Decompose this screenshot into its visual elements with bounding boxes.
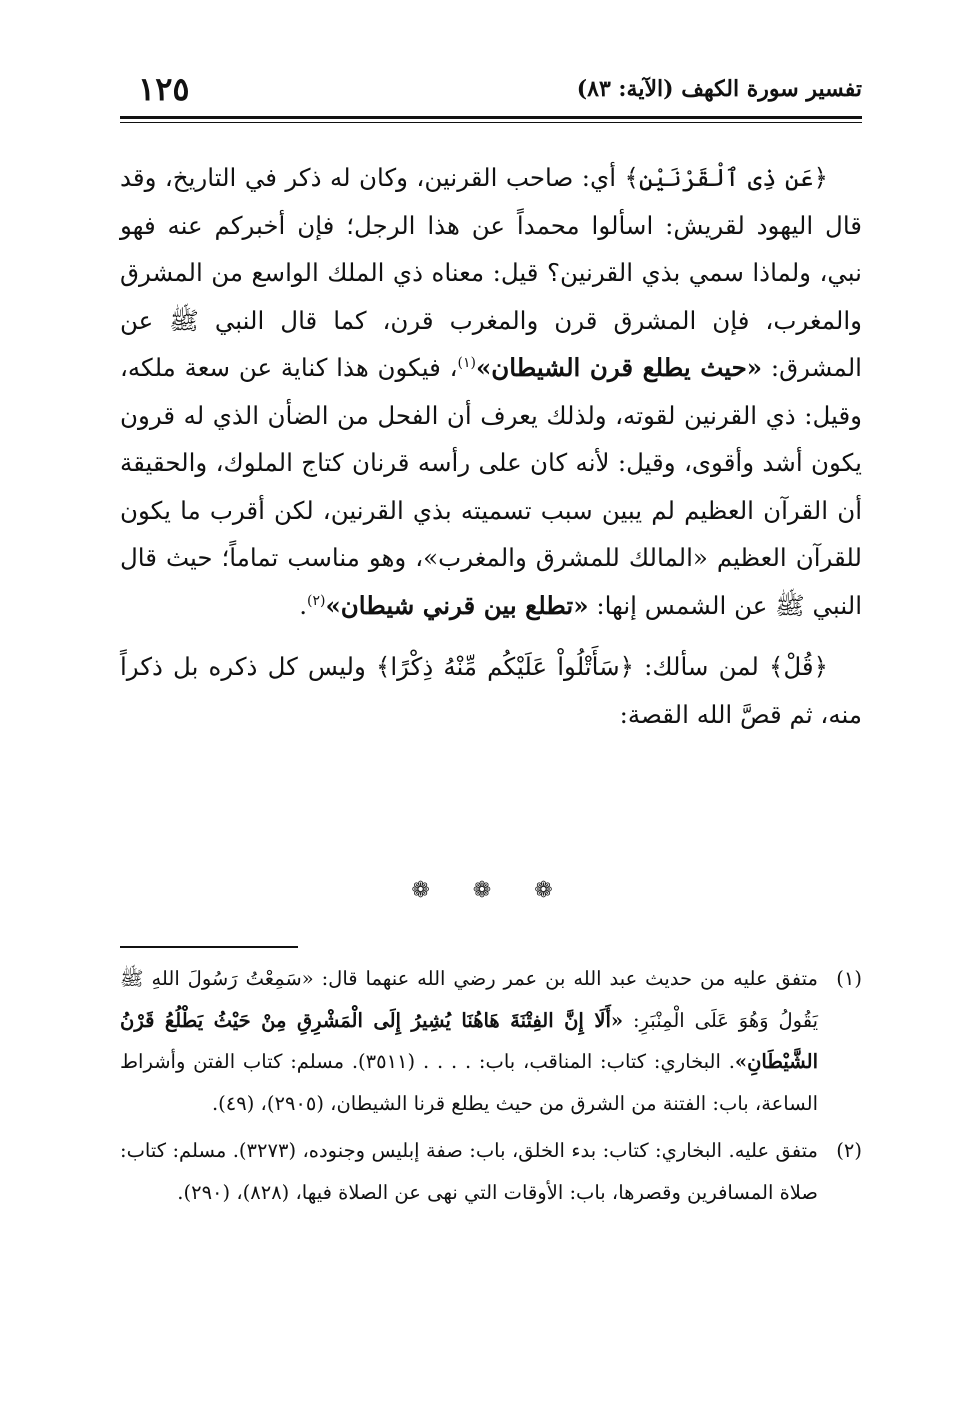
footnote-number: (١): [836, 967, 862, 990]
footnote-number: (٢): [836, 1139, 862, 1162]
text-segment: أي: صاحب القرنين، وكان له ذكر في التاريخ، وقد قال اليهود لقريش: اسألوا محمداً عن هذا الرجل؛ فإن أخبركم عنه فهو نبي، ولماذا سمي بذي القرنين؟ قيل: معناه ذي الملك الواسع من المشرق والمغرب، فإن المشرق قرن والمغرب قرن، كما قال النبي ﷺ عن المشرق:: [120, 163, 862, 382]
header-rule-thin: [120, 122, 862, 123]
footnote-2: [120, 1130, 862, 1213]
footnote-text: [120, 1130, 818, 1213]
book-page: [120, 70, 862, 1390]
text-segment: متفق عليه من حديث عبد الله بن عمر رضي الله عنهما قال: «سَمِعْتُ رَسُولَ اللهِ ﷺ يَقُولُ وَهُوَ عَلَى الْمِنْبَرِ:: [120, 967, 818, 1032]
text-segment: وليس كل ذكره بل ذكراً منه، ثم قصَّ الله القصة:: [120, 652, 862, 729]
quran-quote: ﴿عَن ذِى ٱلْقَرْنَيْنِ﴾: [624, 163, 829, 192]
hadith-quote: «أَلَا إِنَّ الفِتْنَةَ هَاهُنَا يُشِيرُ إِلَى الْمَشْرِقِ مِنْ حَيْثُ يَطْلُعُ قَرْنُ الشَّيْطَانِ»: [120, 1008, 818, 1073]
paragraph-1: [120, 154, 862, 629]
header-rule-thick: [120, 116, 862, 119]
footnote-1: [120, 958, 862, 1124]
page-number: ١٢٥: [138, 70, 190, 108]
running-title: تفسير سورة الكهف (الآية: ٨٣): [576, 76, 862, 102]
text-segment: .: [299, 590, 307, 620]
paragraph-2: [120, 643, 862, 738]
hadith-quote: «تطلع بين قرني شيطان»: [325, 590, 589, 620]
quran-quote: ﴿سَأَتْلُواْ عَلَيْكُم مِّنْهُ ذِكْرًا﴾: [375, 652, 634, 681]
section-separator: ❁ ❁ ❁: [411, 878, 571, 903]
hadith-quote: «حيث يطلع قرن الشيطان»: [475, 353, 763, 382]
text-segment: . البخاري: كتاب: المناقب، باب: . . . . (٣٥١١). مسلم: كتاب الفتن وأشراط الساعة، باب: الفتنة من الشرق من حيث يطلع قرنا الشيطان، (٢٩٠٥)، (٤٩).: [120, 1050, 818, 1115]
text-segment: متفق عليه. البخاري: كتاب: بدء الخلق، باب: صفة إبليس وجنوده، (٣٢٧٣). مسلم: كتاب: صلاة المسافرين وقصرها، باب: الأوقات التي نهى عن الصلاة فيها، (٨٢٨)، (٢٩٠).: [120, 1139, 818, 1204]
footnote-text: [120, 958, 818, 1124]
footnote-marker-2[interactable]: (٢): [306, 592, 326, 609]
text-segment: لمن سألك:: [633, 652, 769, 681]
main-text: [120, 154, 862, 738]
text-segment: ، فيكون هذا كناية عن سعة ملكه، وقيل: ذي القرنين لقوته، ولذلك يعرف أن الفحل من الضأن الذي له قرون يكون أشد وأقوى، وقيل: لأنه كان على رأسه قرنان كتاج الملوك، والحقيقة أن القرآن العظيم لم يبين سبب تسميته بذي القرنين، لكن أقرب ما يكون للقرآن العظيم «المالك للمشرق والمغرب»، وهو مناسب تماماً؛ حيث قال النبي ﷺ عن الشمس إنها:: [120, 353, 862, 620]
quran-quote: ﴿قُلْ﴾: [769, 652, 828, 681]
footnote-rule: [120, 946, 298, 948]
footnotes: [120, 958, 862, 1213]
page-header: [120, 70, 862, 118]
footnote-marker-1[interactable]: (١): [457, 354, 476, 371]
